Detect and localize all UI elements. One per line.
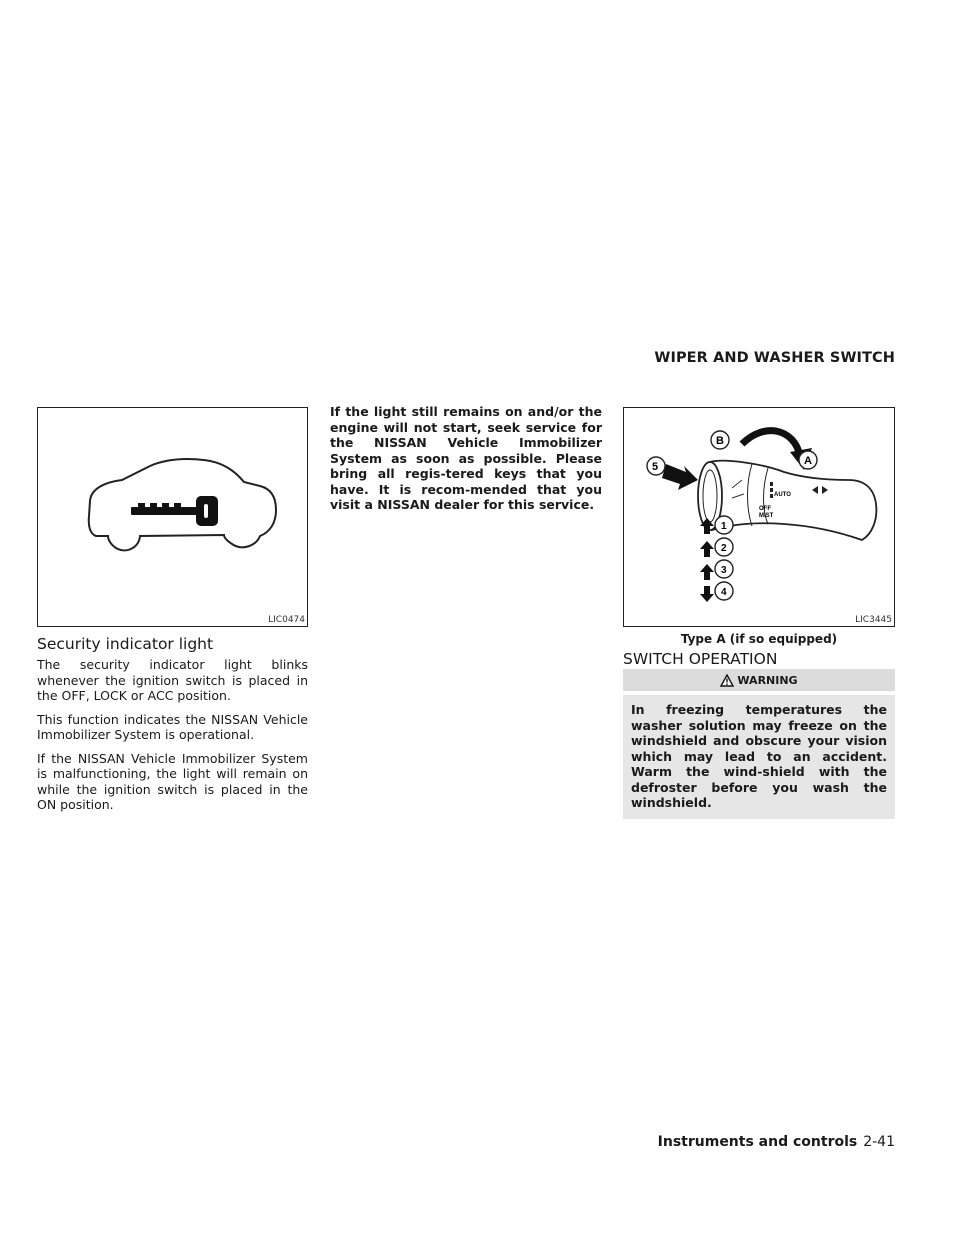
- chapter-name: Instruments and controls: [657, 1134, 858, 1150]
- security-heading: Security indicator light: [37, 635, 214, 653]
- service-notice: If the light still remains on and/or the engine will not start, seek service for the NISSAN Vehicle Immobilizer System as soon as possible. Please bring all regis-tered keys that you have. It is recom-mended that you visit a NISSAN dealer for this service.: [330, 404, 602, 512]
- push-arrow-icon: [662, 464, 698, 490]
- figure-caption: Type A (if so equipped): [680, 632, 838, 646]
- security-paragraph: If the NISSAN Vehicle Immobilizer System is malfunctioning, the light will remain on while the ignition switch is placed in the ON position.: [37, 750, 308, 812]
- wiper-switch-figure: [623, 407, 895, 627]
- security-body: [37, 657, 308, 821]
- label-5: 5: [652, 461, 659, 473]
- up-arrow-icon: [700, 564, 714, 580]
- security-indicator-figure: [37, 407, 308, 627]
- label-1: 1: [721, 521, 727, 532]
- page-number: 2-41: [863, 1134, 895, 1150]
- mist-label: MIST: [759, 513, 774, 519]
- warning-header: [623, 669, 895, 691]
- security-paragraph: The security indicator light blinks whenever the ignition switch is placed in the OFF, LOCK or ACC position.: [37, 657, 308, 703]
- security-paragraph: This function indicates the NISSAN Vehicle Immobilizer System is operational.: [37, 711, 308, 742]
- figure-code: LIC0474: [268, 615, 305, 625]
- warning-box: [623, 669, 895, 819]
- label-a: A: [804, 455, 812, 467]
- wiper-lever-diagram: [624, 408, 894, 626]
- warning-icon: [720, 674, 734, 687]
- warning-text: In freezing temperatures the washer solution may freeze on the windshield and obscure your vision which may lead to an accident. Warm the wind-shield with the defroster before you wash the windshield.: [623, 695, 895, 819]
- auto-label: AUTO: [774, 492, 791, 498]
- label-b: B: [716, 435, 724, 447]
- label-4: 4: [721, 587, 727, 598]
- label-2: 2: [721, 543, 727, 554]
- down-arrow-icon: [700, 586, 714, 602]
- car-key-icon: [38, 408, 307, 626]
- up-arrow-icon: [700, 541, 714, 557]
- section-title: WIPER AND WASHER SWITCH: [654, 350, 895, 366]
- label-3: 3: [721, 565, 727, 576]
- page-footer: [658, 1134, 895, 1150]
- off-label: OFF: [759, 506, 771, 512]
- warning-label: WARNING: [737, 673, 798, 687]
- switch-operation-heading: SWITCH OPERATION: [623, 650, 778, 668]
- figure-code: LIC3445: [855, 615, 892, 625]
